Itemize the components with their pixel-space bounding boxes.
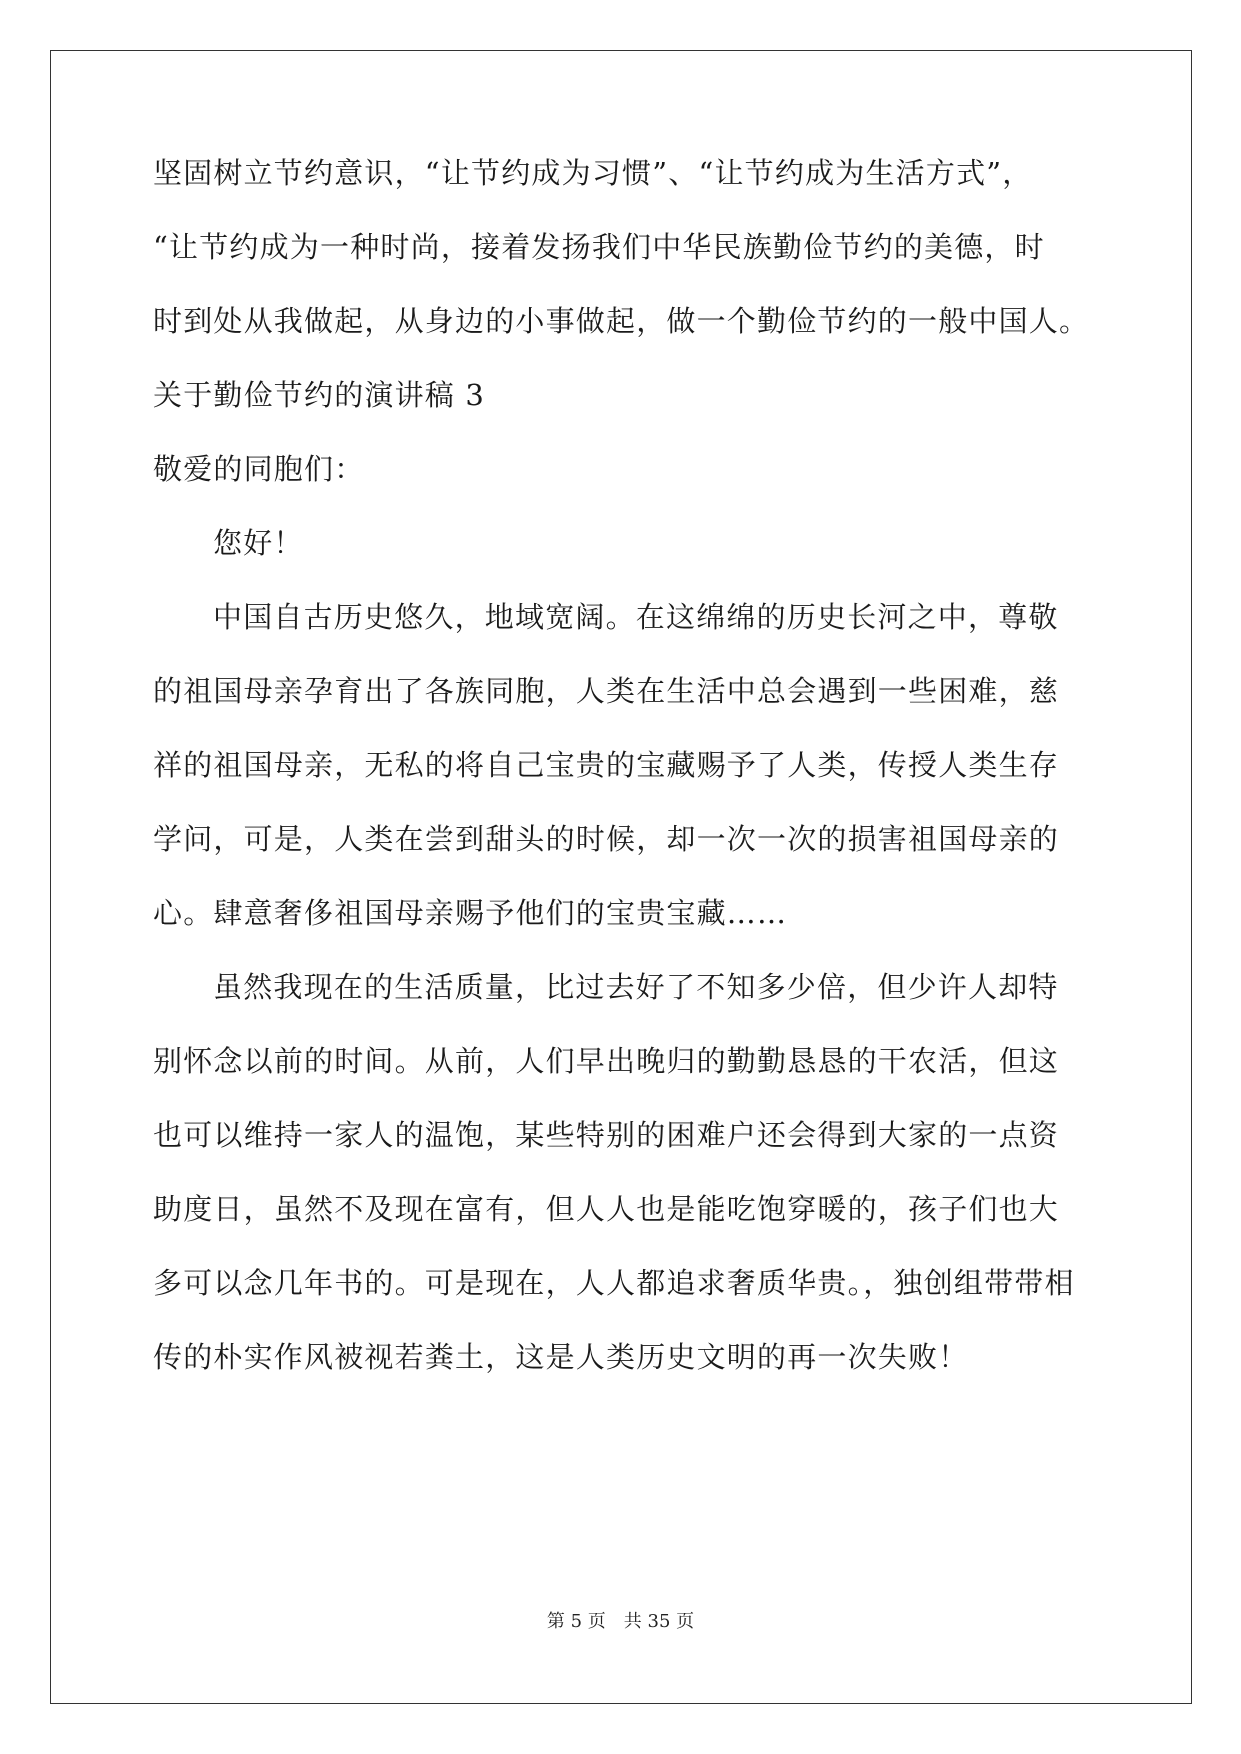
greeting: 您好！ <box>213 526 304 560</box>
page-border <box>50 50 1192 1704</box>
paragraph-line: 别怀念以前的时间。从前，人们早出晚归的勤勤恳恳的干农活，但这 <box>153 1044 1060 1078</box>
paragraph-line: 传的朴实作风被视若粪土，这是人类历史文明的再一次失败！ <box>153 1340 969 1374</box>
paragraph-line: 中国自古历史悠久，地域宽阔。在这绵绵的历史长河之中，尊敬 <box>213 600 1059 634</box>
paragraph-line: 也可以维持一家人的温饱，某些特别的困难户还会得到大家的一点资 <box>153 1118 1060 1152</box>
paragraph-line: 坚固树立节约意识，“让节约成为习惯”、“让节约成为生活方式”， <box>153 156 1033 190</box>
page-number-current: 第 5 页 <box>546 1611 606 1632</box>
paragraph-line: 时到处从我做起，从身边的小事做起，做一个勤俭节约的一般中国人。 <box>153 304 1090 338</box>
paragraph-line: 多可以念几年书的。可是现在，人人都追求奢质华贵。，独创组带带相 <box>153 1266 1075 1300</box>
page-footer <box>0 1610 1241 1634</box>
paragraph-line: “让节约成为一种时尚，接着发扬我们中华民族勤俭节约的美德，时 <box>153 230 1045 264</box>
paragraph-line: 助度日，虽然不及现在富有，但人人也是能吃饱穿暖的，孩子们也大 <box>153 1192 1060 1226</box>
section-heading: 关于勤俭节约的演讲稿 3 <box>153 378 486 412</box>
paragraph-line: 的祖国母亲孕育出了各族同胞，人类在生活中总会遇到一些困难，慈 <box>153 674 1060 708</box>
salutation: 敬爱的同胞们： <box>153 452 365 486</box>
paragraph-line: 虽然我现在的生活质量，比过去好了不知多少倍，但少许人却特 <box>213 970 1059 1004</box>
paragraph-line: 祥的祖国母亲，无私的将自己宝贵的宝藏赐予了人类，传授人类生存 <box>153 748 1060 782</box>
page-number-total: 共 35 页 <box>623 1611 695 1632</box>
paragraph-line: 心。肆意奢侈祖国母亲赐予他们的宝贵宝藏…… <box>153 896 788 930</box>
paragraph-line: 学问，可是，人类在尝到甜头的时候，却一次一次的损害祖国母亲的 <box>153 822 1060 856</box>
